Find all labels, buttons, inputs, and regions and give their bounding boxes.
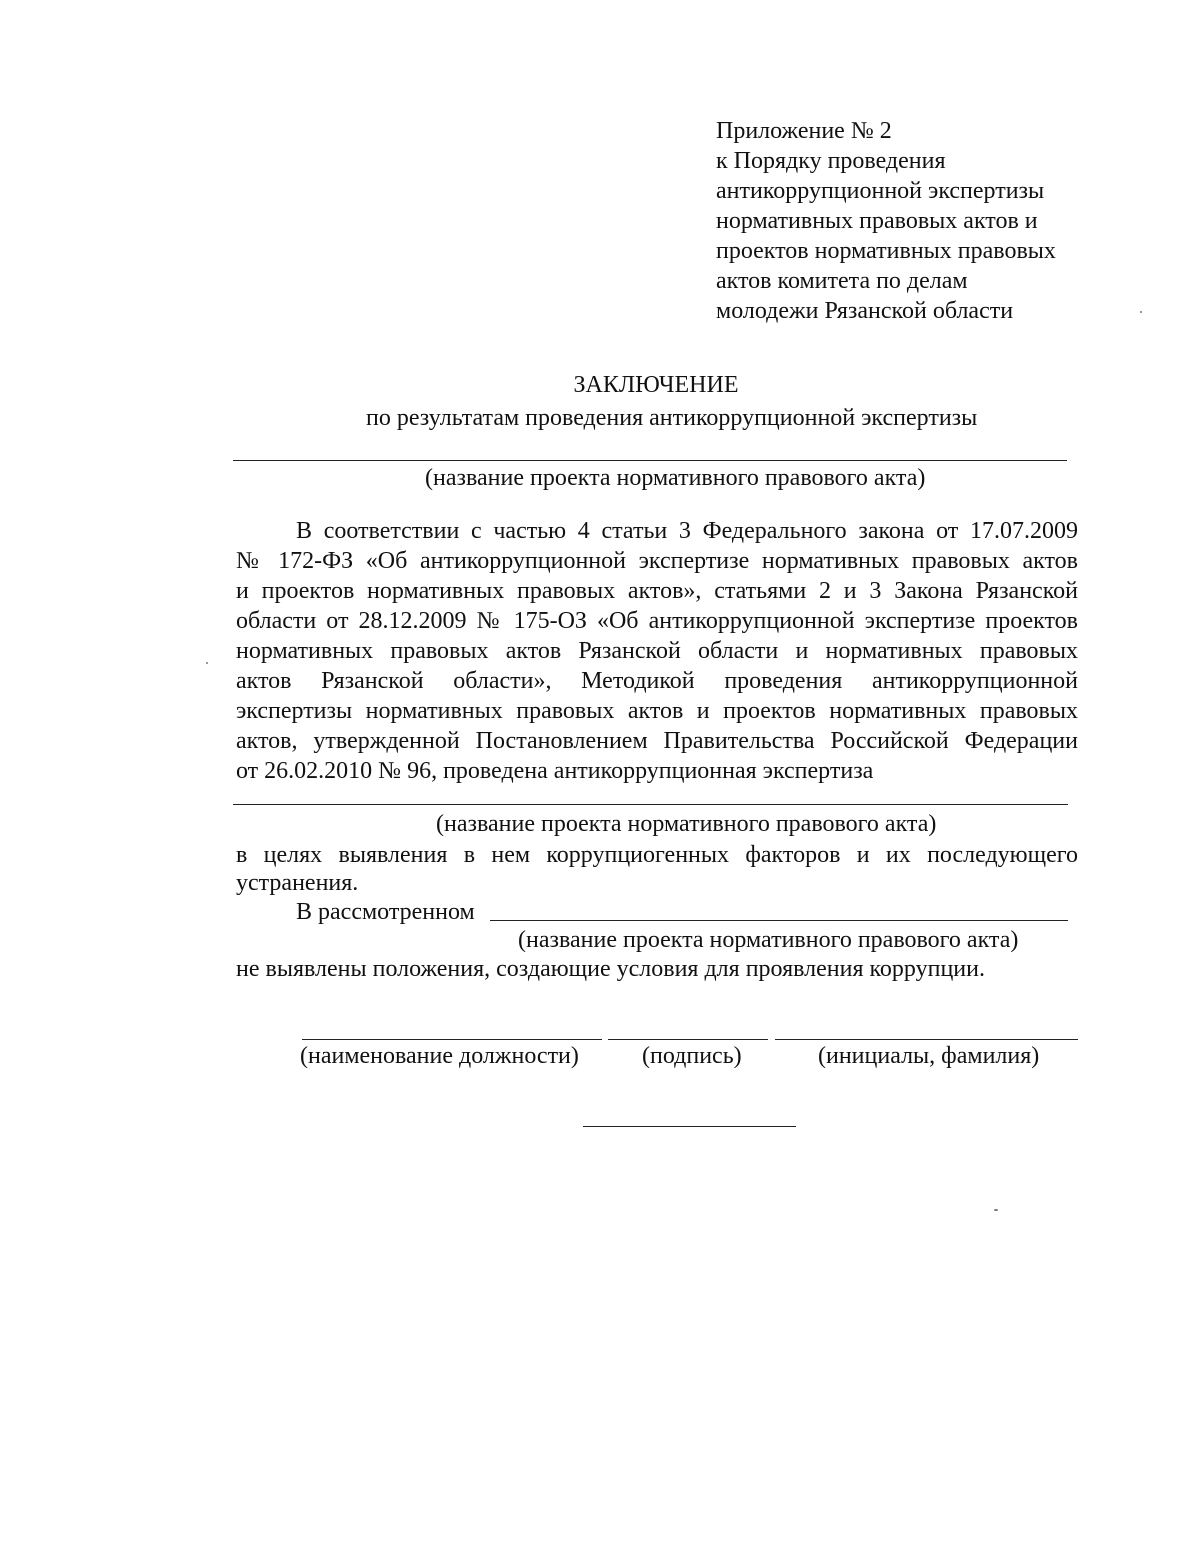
appendix-line: Приложение № 2 bbox=[716, 118, 892, 144]
caption-project-name-1: (название проекта нормативного правового акта) bbox=[425, 465, 926, 491]
document-subtitle: по результатам проведения антикоррупционной экспертизы bbox=[366, 405, 978, 431]
blank-line-project-name-1 bbox=[233, 460, 1067, 461]
closing-rule bbox=[583, 1126, 796, 1127]
paragraph-line: актов, утвержденной Постановлением Правительства Российской Федерации bbox=[236, 728, 1078, 754]
paragraph-line: актов Рязанской области», Методикой проведения антикоррупционной bbox=[236, 668, 1078, 694]
scan-speck bbox=[1140, 311, 1142, 313]
caption-initials: (инициалы, фамилия) bbox=[818, 1043, 1040, 1069]
blank-line-signature bbox=[608, 1039, 768, 1040]
scan-speck bbox=[206, 662, 208, 664]
paragraph-line: и проектов нормативных правовых актов», статьями 2 и 3 Закона Рязанской bbox=[236, 578, 1078, 604]
reviewed-label: В рассмотренном bbox=[296, 899, 475, 925]
paragraph-line: нормативных правовых актов Рязанской области и нормативных правовых bbox=[236, 638, 1078, 664]
blank-line-project-name-3 bbox=[490, 920, 1068, 921]
appendix-line: молодежи Рязанской области bbox=[716, 298, 1014, 324]
appendix-line: проектов нормативных правовых bbox=[716, 238, 1056, 264]
paragraph-line: от 26.02.2010 № 96, проведена антикоррупционная экспертиза bbox=[236, 758, 874, 784]
blank-line-position bbox=[302, 1039, 602, 1040]
caption-project-name-3: (название проекта нормативного правового акта) bbox=[518, 927, 1019, 953]
appendix-line: актов комитета по делам bbox=[716, 268, 968, 294]
appendix-line: к Порядку проведения bbox=[716, 148, 946, 174]
caption-project-name-2: (название проекта нормативного правового акта) bbox=[436, 811, 937, 837]
scan-speck bbox=[994, 1209, 998, 1211]
blank-line-initials bbox=[775, 1039, 1078, 1040]
document-title: ЗАКЛЮЧЕНИЕ bbox=[573, 372, 739, 398]
conclusion-line: не выявлены положения, создающие условия для проявления коррупции. bbox=[236, 956, 985, 982]
purpose-line: в целях выявления в нем коррупциогенных факторов и их последующего bbox=[236, 842, 1078, 868]
paragraph-line: экспертизы нормативных правовых актов и проектов нормативных правовых bbox=[236, 698, 1078, 724]
purpose-line-end: устранения. bbox=[236, 870, 359, 896]
appendix-header bbox=[716, 116, 1056, 326]
blank-line-project-name-2 bbox=[233, 804, 1068, 805]
paragraph-line: № 172-ФЗ «Об антикоррупционной экспертизе нормативных правовых актов bbox=[236, 548, 1078, 574]
appendix-line: нормативных правовых актов и bbox=[716, 208, 1038, 234]
caption-position: (наименование должности) bbox=[300, 1043, 579, 1069]
paragraph-line: области от 28.12.2009 № 175-ОЗ «Об антикоррупционной экспертизе проектов bbox=[236, 608, 1078, 634]
paragraph-line: В соответствии с частью 4 статьи 3 Федерального закона от 17.07.2009 bbox=[296, 518, 1078, 544]
caption-signature: (подпись) bbox=[642, 1043, 742, 1069]
appendix-line: антикоррупционной экспертизы bbox=[716, 178, 1045, 204]
